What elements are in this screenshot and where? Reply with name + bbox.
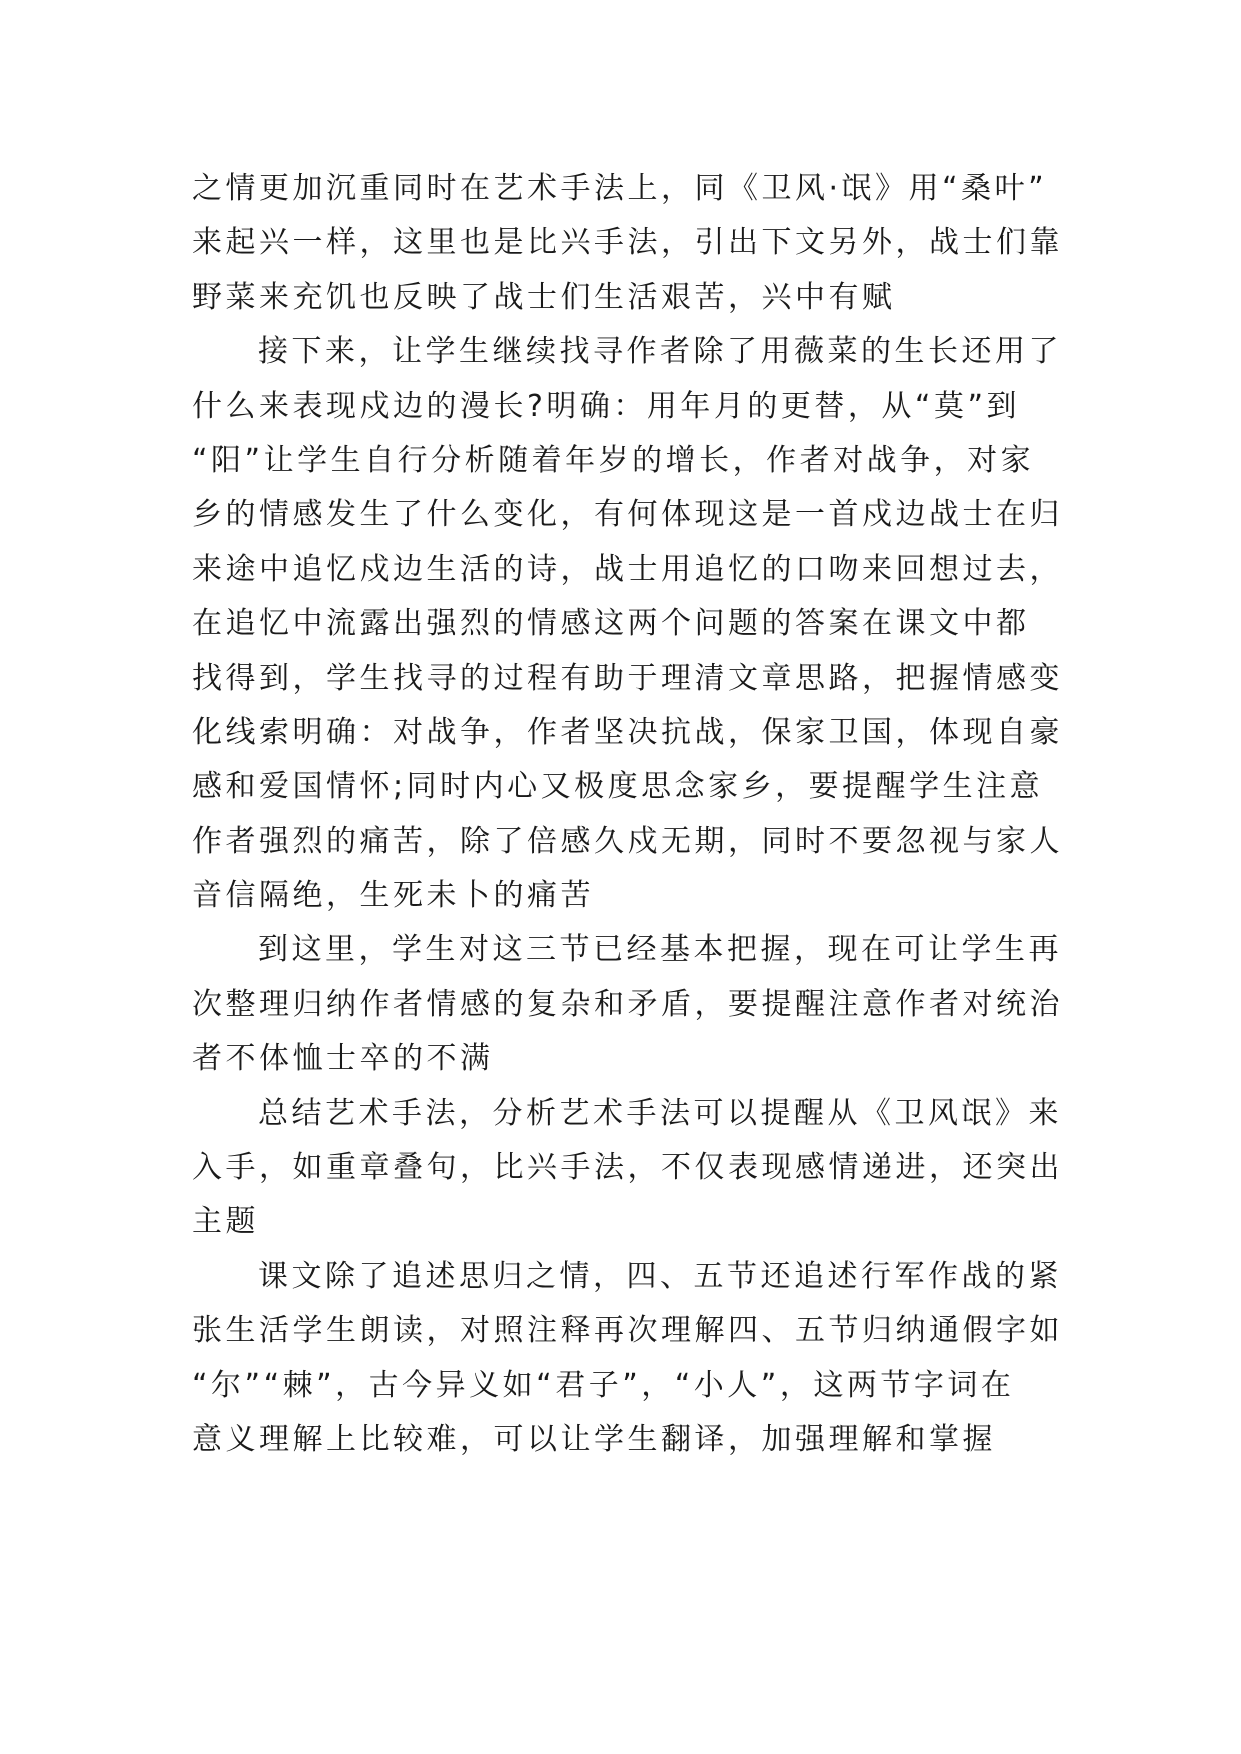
text-line: 野菜来充饥也反映了战士们生活艰苦，兴中有赋: [192, 279, 896, 315]
text-line: 之情更加沉重同时在艺术手法上，同《卫风·氓》用“桑叶”: [192, 171, 1048, 206]
paragraph-first-line: 课文除了追述思归之情，四、五节还追述行军作战的紧: [258, 1258, 1062, 1294]
text-line: 感和爱国情怀;同时内心又极度思念家乡，要提醒学生注意: [192, 769, 1044, 805]
text-line: 作者强烈的痛苦，除了倍感久戍无期，同时不要忽视与家人: [192, 823, 1063, 859]
text-line: 次整理归纳作者情感的复杂和矛盾，要提醒注意作者对统治: [192, 986, 1063, 1022]
paragraph-first-line: 接下来，让学生继续找寻作者除了用薇菜的生长还用了: [258, 334, 1062, 370]
text-line: 者不体恤士卒的不满: [192, 1041, 494, 1077]
text-line: “尔”“棘”，古今异义如“君子”，“小人”，这两节字词在: [192, 1367, 1015, 1403]
text-line: 来途中追忆戍边生活的诗，战士用追忆的口吻来回想过去，: [192, 551, 1063, 587]
text-line: 意义理解上比较难，可以让学生翻译，加强理解和掌握: [192, 1421, 996, 1457]
text-line: 音信隔绝，生死未卜的痛苦: [192, 878, 594, 914]
text-line: 张生活学生朗读，对照注释再次理解四、五节归纳通假字如: [192, 1313, 1063, 1349]
text-line: 化线索明确：对战争，作者坚决抗战，保家卫国，体现自豪: [192, 714, 1063, 750]
text-line: 在追忆中流露出强烈的情感这两个问题的答案在课文中都: [192, 606, 1030, 642]
paragraph-first-line: 到这里，学生对这三节已经基本把握，现在可让学生再: [258, 932, 1062, 968]
text-line: 来起兴一样，这里也是比兴手法，引出下文另外，战士们靠: [192, 225, 1063, 261]
body-text: [192, 162, 1063, 1467]
text-line: 找得到，学生找寻的过程有助于理清文章思路，把握情感变: [192, 660, 1063, 696]
text-line: 主题: [192, 1204, 259, 1240]
text-line: 什么来表现戍边的漫长?明确：用年月的更替，从“莫”到: [192, 388, 1021, 424]
text-line: 入手，如重章叠句，比兴手法，不仅表现感情递进，还突出: [192, 1150, 1063, 1186]
paragraph-first-line: 总结艺术手法，分析艺术手法可以提醒从《卫风氓》来: [258, 1095, 1062, 1131]
text-line: “阳”让学生自行分析随着年岁的增长，作者对战争，对家: [192, 442, 1035, 478]
text-line: 乡的情感发生了什么变化，有何体现这是一首戍边战士在归: [192, 497, 1063, 533]
